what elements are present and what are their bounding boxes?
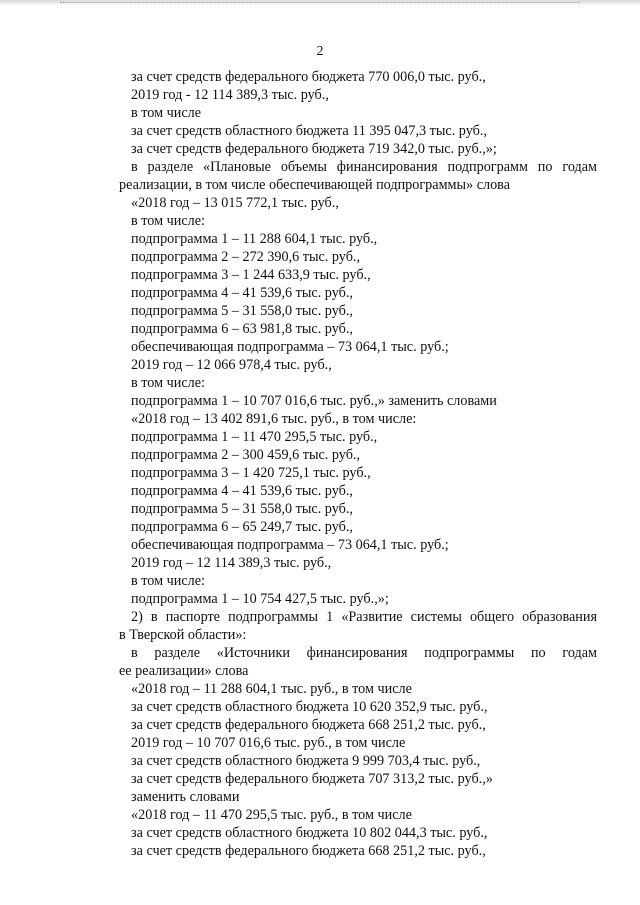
paragraph-first-line: в разделе «Источники финансирования подпрограммы по годам bbox=[131, 645, 597, 661]
text-line: подпрограмма 2 – 300 459,6 тыс. руб., bbox=[131, 447, 361, 463]
paragraph-first-line: в разделе «Плановые объемы финансирования подпрограмм по годам bbox=[131, 159, 597, 175]
page-number: 2 bbox=[316, 44, 324, 59]
text-line: 2019 год – 12 066 978,4 тыс. руб., bbox=[131, 357, 332, 373]
paragraph-continuation-line: ее реализации» слова bbox=[119, 663, 249, 679]
text-line: подпрограмма 6 – 65 249,7 тыс. руб., bbox=[131, 519, 353, 535]
text-line: за счет средств областного бюджета 9 999 703,4 тыс. руб., bbox=[131, 753, 481, 769]
text-line: за счет средств федерального бюджета 770 006,0 тыс. руб., bbox=[131, 69, 486, 85]
text-line: подпрограмма 2 – 272 390,6 тыс. руб., bbox=[131, 249, 361, 265]
text-line: в том числе: bbox=[131, 573, 205, 589]
text-line: подпрограмма 4 – 41 539,6 тыс. руб., bbox=[131, 285, 353, 301]
text-line: «2018 год – 11 470 295,5 тыс. руб., в том числе bbox=[131, 807, 412, 823]
text-line: в том числе bbox=[131, 105, 202, 121]
text-line: за счет средств федерального бюджета 668 251,2 тыс. руб., bbox=[131, 843, 486, 859]
text-line: заменить словами bbox=[131, 789, 240, 805]
text-line: за счет средств областного бюджета 11 395 047,3 тыс. руб., bbox=[131, 123, 487, 139]
text-line: подпрограмма 5 – 31 558,0 тыс. руб., bbox=[131, 303, 353, 319]
text-line: в том числе: bbox=[131, 213, 205, 229]
paragraph-continuation-line: реализации, в том числе обеспечивающей подпрограммы» слова bbox=[119, 177, 510, 193]
scan-noise-line bbox=[60, 2, 580, 4]
text-line: подпрограмма 1 – 10 707 016,6 тыс. руб.,» заменить словами bbox=[131, 393, 497, 409]
text-line: подпрограмма 4 – 41 539,6 тыс. руб., bbox=[131, 483, 353, 499]
text-line: подпрограмма 1 – 10 754 427,5 тыс. руб.,»; bbox=[131, 591, 389, 607]
text-line: подпрограмма 6 – 63 981,8 тыс. руб., bbox=[131, 321, 353, 337]
text-line: подпрограмма 3 – 1 244 633,9 тыс. руб., bbox=[131, 267, 371, 283]
text-line: 2019 год – 12 114 389,3 тыс. руб., bbox=[131, 555, 332, 571]
text-line: «2018 год – 11 288 604,1 тыс. руб., в том числе bbox=[131, 681, 412, 697]
text-line: за счет средств областного бюджета 10 620 352,9 тыс. руб., bbox=[131, 699, 488, 715]
text-line: за счет средств областного бюджета 10 802 044,3 тыс. руб., bbox=[131, 825, 488, 841]
text-line: 2019 год - 12 114 389,3 тыс. руб., bbox=[131, 87, 329, 103]
text-line: в том числе: bbox=[131, 375, 205, 391]
text-line: «2018 год – 13 015 772,1 тыс. руб., bbox=[131, 195, 339, 211]
paragraph-first-line: 2) в паспорте подпрограммы 1 «Развитие системы общего образования bbox=[131, 609, 597, 625]
text-line: обеспечивающая подпрограмма – 73 064,1 тыс. руб.; bbox=[131, 537, 449, 553]
text-line: подпрограмма 5 – 31 558,0 тыс. руб., bbox=[131, 501, 353, 517]
text-line: за счет средств федерального бюджета 719 342,0 тыс. руб.,»; bbox=[131, 141, 497, 157]
text-line: 2019 год – 10 707 016,6 тыс. руб., в том числе bbox=[131, 735, 406, 751]
text-line: за счет средств федерального бюджета 668 251,2 тыс. руб., bbox=[131, 717, 486, 733]
text-line: подпрограмма 1 – 11 288 604,1 тыс. руб., bbox=[131, 231, 378, 247]
text-line: «2018 год – 13 402 891,6 тыс. руб., в том числе: bbox=[131, 411, 417, 427]
paragraph-continuation-line: в Тверской области»: bbox=[119, 627, 247, 643]
text-line: подпрограмма 1 – 11 470 295,5 тыс. руб., bbox=[131, 429, 378, 445]
text-line: за счет средств федерального бюджета 707 313,2 тыс. руб.,» bbox=[131, 771, 493, 787]
text-line: обеспечивающая подпрограмма – 73 064,1 тыс. руб.; bbox=[131, 339, 449, 355]
text-line: подпрограмма 3 – 1 420 725,1 тыс. руб., bbox=[131, 465, 371, 481]
